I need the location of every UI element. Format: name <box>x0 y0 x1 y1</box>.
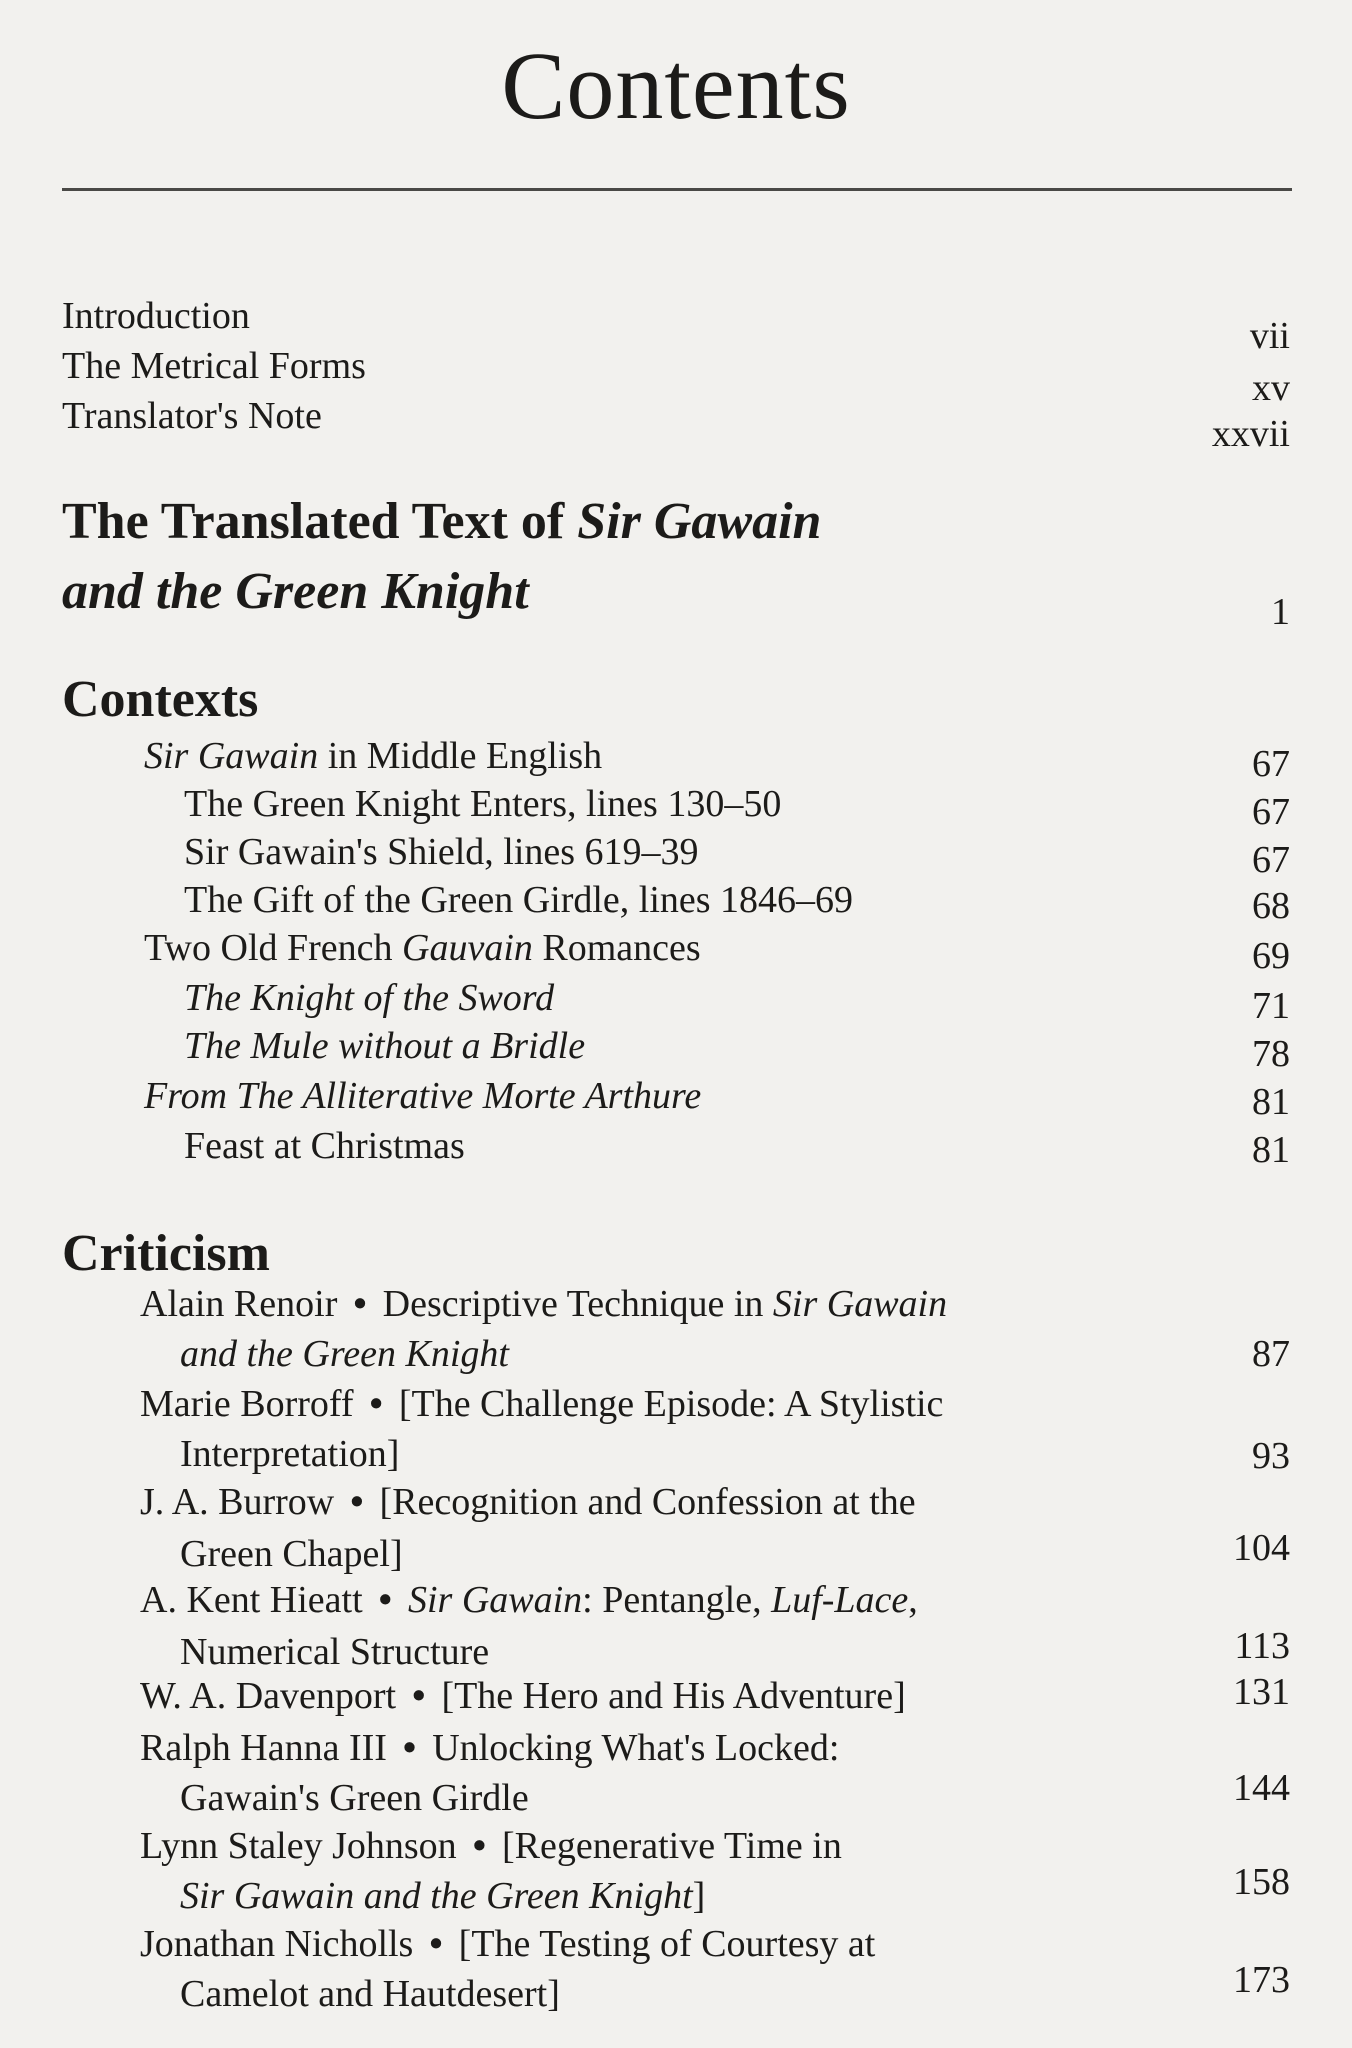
bullet-separator: • <box>402 1727 417 1769</box>
toc-page-criticism-0: 87 <box>1252 1333 1290 1375</box>
bullet-separator: • <box>350 1481 364 1523</box>
criticism-2-t1a: [Recognition and Confession at the <box>379 1481 916 1523</box>
toc-page-context-7: 81 <box>1252 1081 1290 1123</box>
toc-page-context-6: 78 <box>1252 1033 1290 1075</box>
criticism-3-author: A. Kent Hieatt <box>140 1579 363 1621</box>
criticism-7-t1a: [The Testing of Courtesy at <box>458 1923 876 1965</box>
criticism-0-t1a: Descriptive Technique in <box>382 1283 773 1325</box>
bullet-separator: • <box>429 1923 443 1965</box>
toc-entry-criticism-2[interactable] <box>140 1478 916 1526</box>
toc-page-context-8: 81 <box>1252 1129 1290 1171</box>
toc-page-context-0: 67 <box>1252 743 1290 785</box>
toc-page-criticism-4: 131 <box>1233 1671 1290 1713</box>
context-4-b: Gauvain <box>402 927 533 969</box>
criticism-6-author: Lynn Staley Johnson <box>140 1825 457 1867</box>
criticism-7-author: Jonathan Nicholls <box>140 1923 414 1965</box>
section-heading-contexts: Contexts <box>62 671 259 728</box>
toc-entry-context-8[interactable]: Feast at Christmas <box>184 1125 465 1167</box>
toc-page-criticism-3: 113 <box>1234 1625 1290 1667</box>
toc-entry-criticism-5[interactable] <box>140 1724 839 1772</box>
toc-entry-context-3[interactable]: The Gift of the Green Girdle, lines 1846–69 <box>184 879 854 921</box>
context-4-c: Romances <box>532 927 701 969</box>
toc-entry-context-7[interactable]: From The Alliterative Morte Arthure <box>144 1075 702 1117</box>
toc-entry-criticism-3[interactable] <box>140 1576 918 1624</box>
criticism-0-author: Alain Renoir <box>140 1283 338 1325</box>
criticism-3-t1a: Sir Gawain <box>407 1579 583 1621</box>
criticism-3-t1d: , <box>908 1579 918 1621</box>
criticism-6-t1a: [Regenerative Time in <box>502 1825 842 1867</box>
context-0-a: Sir Gawain <box>144 735 319 777</box>
toc-entry-criticism-0[interactable] <box>140 1280 947 1328</box>
criticism-5-t1a: Unlocking What's Locked: <box>432 1727 840 1769</box>
toc-entry-metrical-forms[interactable]: The Metrical Forms <box>62 345 366 387</box>
context-4-a: Two Old French <box>144 927 403 969</box>
bullet-separator: • <box>353 1283 367 1325</box>
translated-line2: and the Green Knight <box>62 563 529 620</box>
criticism-0-t1b: Sir Gawain <box>772 1283 948 1325</box>
bullet-separator: • <box>378 1579 392 1621</box>
translated-line1-a: The Translated Text of <box>62 493 578 550</box>
criticism-3-t1c: Luf-Lace <box>771 1579 909 1621</box>
toc-page-translators-note: xxvii <box>1211 413 1290 455</box>
criticism-2-author: J. A. Burrow <box>140 1481 335 1523</box>
criticism-1-t2: Interpretation] <box>180 1433 400 1475</box>
toc-entry-context-0[interactable] <box>144 732 602 780</box>
toc-page-context-1: 67 <box>1252 791 1290 833</box>
toc-page-metrical-forms: xv <box>1252 367 1290 409</box>
page-title: Contents <box>501 32 851 139</box>
criticism-3-t2: Numerical Structure <box>180 1631 490 1673</box>
toc-page-introduction: vii <box>1249 315 1290 357</box>
criticism-1-author: Marie Borroff <box>140 1383 354 1425</box>
toc-page-context-3: 68 <box>1252 885 1290 927</box>
context-0-b: in Middle English <box>318 735 603 777</box>
toc-entry-criticism-1[interactable] <box>140 1380 943 1428</box>
bullet-separator: • <box>412 1675 426 1717</box>
toc-entry-introduction[interactable]: Introduction <box>62 295 250 337</box>
criticism-4-author: W. A. Davenport <box>140 1675 397 1717</box>
criticism-6-t2a: Sir Gawain and the Green Knight <box>180 1875 693 1917</box>
criticism-6-t2 <box>180 1872 705 1920</box>
criticism-6-t2b: ] <box>692 1875 706 1917</box>
criticism-5-author: Ralph Hanna III <box>140 1727 387 1769</box>
section-heading-criticism: Criticism <box>62 1225 270 1282</box>
toc-entry-criticism-7[interactable] <box>140 1920 875 1968</box>
criticism-4-t1a: [The Hero and His Adventure] <box>441 1675 906 1717</box>
toc-page-context-4: 69 <box>1252 935 1290 977</box>
toc-entry-context-2[interactable]: Sir Gawain's Shield, lines 619–39 <box>184 831 699 873</box>
toc-page-criticism-7: 173 <box>1233 1959 1290 2001</box>
translated-line1-b: Sir Gawain <box>577 493 822 550</box>
toc-entry-translators-note[interactable]: Translator's Note <box>62 395 322 437</box>
toc-entry-context-6[interactable]: The Mule without a Bridle <box>184 1025 586 1067</box>
toc-page-criticism-6: 158 <box>1233 1861 1290 1903</box>
toc-entry-context-1[interactable]: The Green Knight Enters, lines 130–50 <box>184 783 782 825</box>
toc-page-criticism-2: 104 <box>1233 1527 1290 1569</box>
criticism-3-t1b: : Pentangle, <box>582 1579 772 1621</box>
toc-page-translated-text: 1 <box>1271 591 1290 633</box>
toc-entry-criticism-6[interactable] <box>140 1822 842 1870</box>
title-rule <box>62 188 1292 191</box>
criticism-0-t2: and the Green Knight <box>180 1333 509 1375</box>
toc-entry-context-4[interactable] <box>144 924 701 972</box>
toc-page-context-5: 71 <box>1252 985 1290 1027</box>
criticism-1-t1a: [The Challenge Episode: A Stylistic <box>398 1383 944 1425</box>
criticism-5-t2: Gawain's Green Girdle <box>180 1777 529 1819</box>
toc-entry-translated-text[interactable] <box>62 490 821 554</box>
criticism-7-t2: Camelot and Hautdesert] <box>180 1973 560 2015</box>
bullet-separator: • <box>472 1825 486 1867</box>
toc-page-context-2: 67 <box>1252 839 1290 881</box>
bullet-separator: • <box>369 1383 383 1425</box>
toc-entry-criticism-4[interactable] <box>140 1672 906 1720</box>
toc-page-criticism-1: 93 <box>1252 1435 1290 1477</box>
criticism-2-t2: Green Chapel] <box>180 1533 403 1575</box>
toc-page-criticism-5: 144 <box>1233 1767 1290 1809</box>
toc-entry-context-5[interactable]: The Knight of the Sword <box>184 977 555 1019</box>
